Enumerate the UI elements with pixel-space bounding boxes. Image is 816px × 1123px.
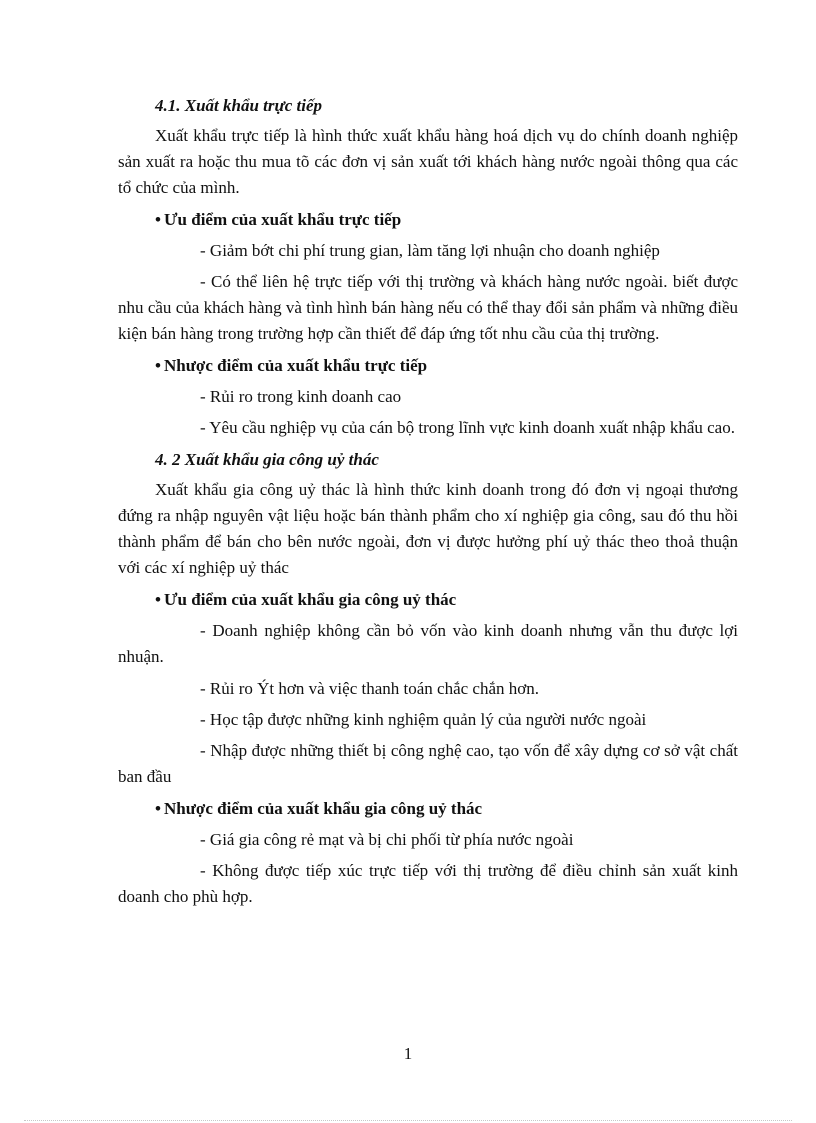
section-intro: Xuất khẩu gia công uỷ thác là hình thức kinh doanh trong đó đơn vị ngoại thương đứng ra nhập nguyên vật liệu hoặc bán thành phẩm cho xí nghiệp gia công, sau đó thu hồi thành phẩm để bán cho bên nước ngoài, đơn vị được hưởng phí uỷ thác theo thoả thuận với các xí nghiệp uỷ thác <box>118 480 738 577</box>
section-heading: 4. 2 Xuất khẩu gia công uỷ thác <box>155 450 379 469</box>
list-item: - Yêu cầu nghiệp vụ của cán bộ trong lĩnh vực kinh doanh xuất nhập khẩu cao. <box>200 418 735 437</box>
list-item: - Nhập được những thiết bị công nghệ cao, tạo vốn để xây dựng cơ sở vật chất ban đầu <box>118 741 738 786</box>
advantages-title: • Ưu điểm của xuất khẩu trực tiếp <box>155 207 738 233</box>
section-processing-export <box>118 447 738 910</box>
bullet-icon: • <box>155 356 161 375</box>
page-number: 1 <box>403 1044 413 1063</box>
list-item: - Không được tiếp xúc trực tiếp với thị trường để điều chỉnh sản xuất kinh doanh cho phù hợp. <box>118 861 738 906</box>
list-item: - Rủi ro Ýt hơn và việc thanh toán chắc chắn hơn. <box>200 679 539 698</box>
list-item: - Có thể liên hệ trực tiếp với thị trường và khách hàng nước ngoài. biết được nhu cầu của khách hàng và tình hình bán hàng nếu có thể thay đổi sản phẩm và những điều kiện bán hàng trong trường hợp cần thiết để đáp ứng tốt nhu cầu của thị trường. <box>118 272 738 343</box>
disadvantages-title: • Nhược điểm của xuất khẩu trực tiếp <box>155 353 738 379</box>
section-heading: 4.1. Xuất khẩu trực tiếp <box>155 96 322 115</box>
list-item: - Rủi ro trong kinh doanh cao <box>200 387 402 406</box>
section-intro: Xuất khẩu trực tiếp là hình thức xuất khẩu hàng hoá dịch vụ do chính doanh nghiệp sản xuất ra hoặc thu mua tõ các đơn vị sản xuất tới khách hàng nước ngoài thông qua các tổ chức của mình. <box>118 126 738 197</box>
bullet-icon: • <box>155 210 161 229</box>
list-item: - Giảm bớt chi phí trung gian, làm tăng lợi nhuận cho doanh nghiệp <box>200 241 660 260</box>
bullet-icon: • <box>155 590 161 609</box>
page-body <box>118 93 738 916</box>
list-item: - Học tập được những kinh nghiệm quản lý của người nước ngoài <box>200 710 647 729</box>
advantages-title: • Ưu điểm của xuất khẩu gia công uỷ thác <box>155 587 738 613</box>
page-bottom-divider <box>24 1120 792 1121</box>
list-item: - Giá gia công rẻ mạt và bị chi phối từ phía nước ngoài <box>200 830 574 849</box>
disadvantages-title: • Nhược điểm của xuất khẩu gia công uỷ thác <box>155 796 738 822</box>
bullet-icon: • <box>155 799 161 818</box>
section-direct-export <box>118 93 738 441</box>
list-item: - Doanh nghiệp không cần bỏ vốn vào kinh doanh nhưng vẫn thu được lợi nhuận. <box>118 621 738 666</box>
